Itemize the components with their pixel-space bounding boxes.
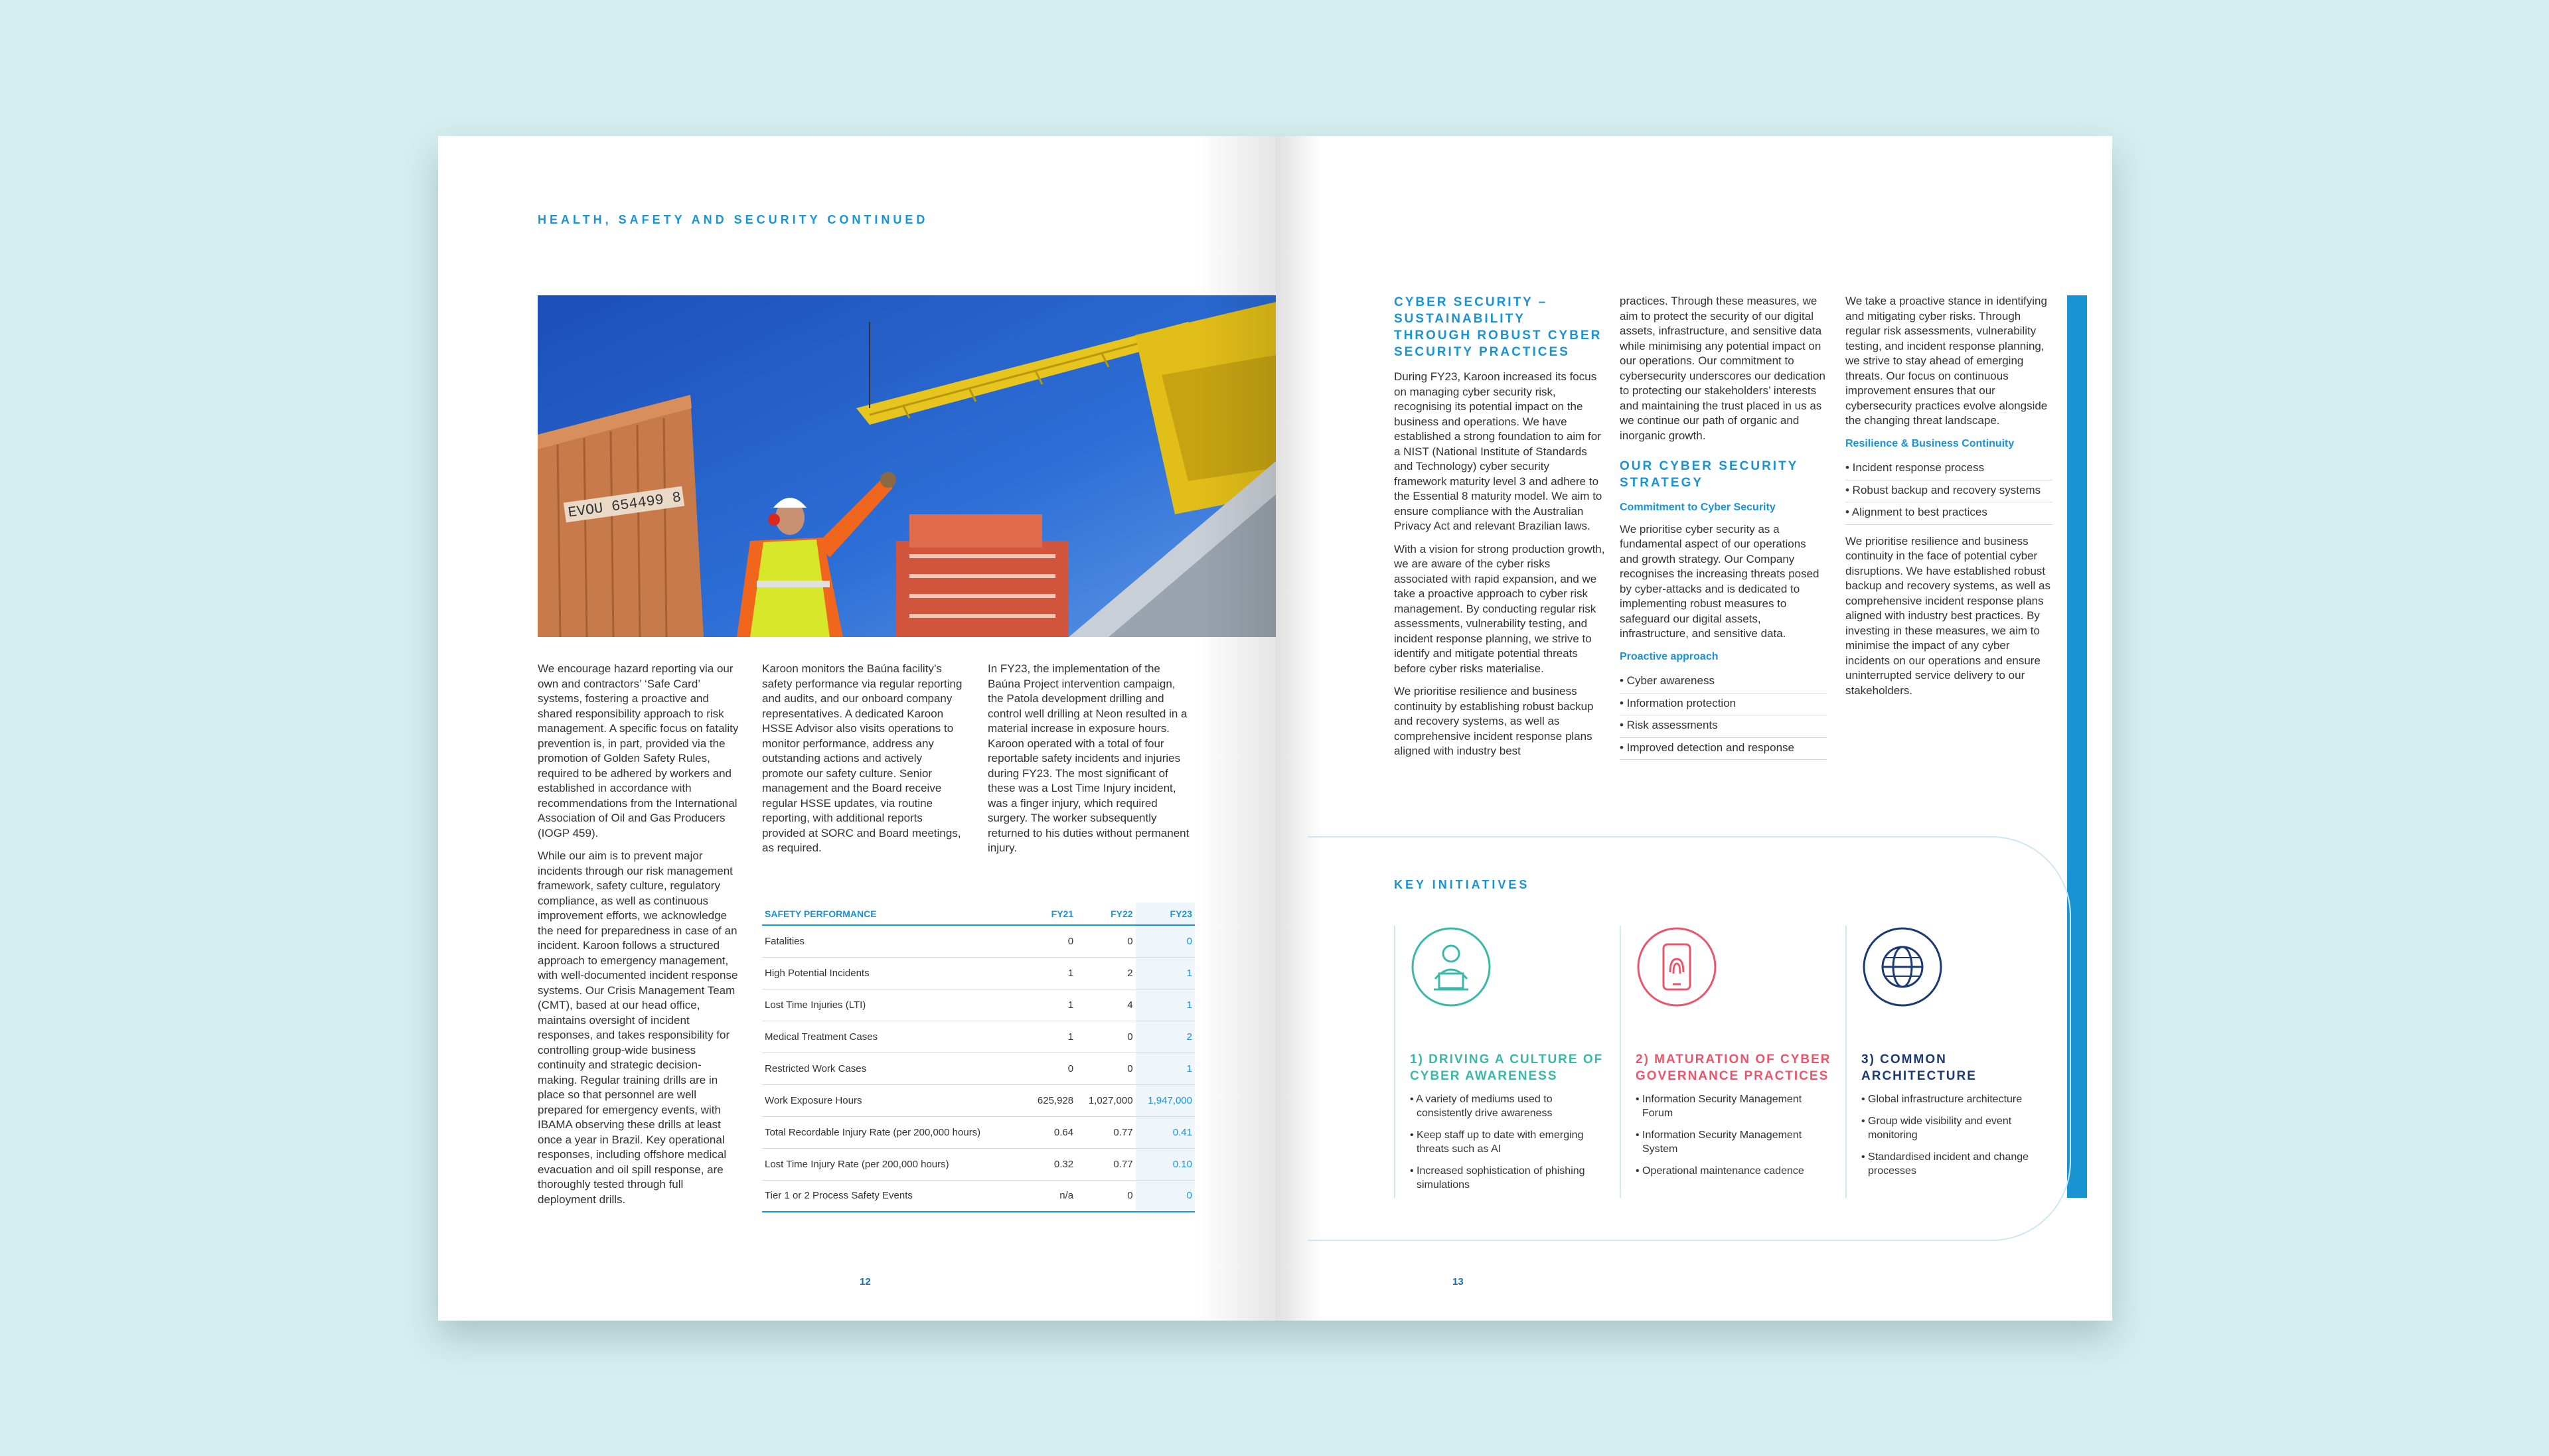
table-row: [762, 1180, 1195, 1212]
section-title: CYBER SECURITY – SUSTAINABILITY THROUGH ROBUST CYBER SECURITY PRACTICES: [1394, 295, 1602, 359]
cyber-column-3: [1845, 294, 2052, 706]
cell: 0: [1136, 1180, 1195, 1212]
safety-performance-table: [762, 903, 1195, 1212]
cell: 0: [1076, 1021, 1135, 1053]
cell: 1,947,000: [1136, 1084, 1195, 1116]
row-label: High Potential Incidents: [762, 957, 1027, 989]
left-page: [438, 136, 1276, 1321]
paragraph: Karoon monitors the Baúna facility’s safety performance via regular reporting and audits, and our onboard company representatives. A dedicated Karoon HSSE Advisor also visits operations to monitor performance, address any outstanding actions and actively promote our safety culture. Senior management and the Board receive regular HSSE updates, via routine reporting, with additional reports provided at SORC and Board meetings, as required.: [762, 662, 963, 854]
list-item: • Alignment to best practices: [1845, 502, 2052, 525]
row-label: Total Recordable Injury Rate (per 200,000 hours): [762, 1116, 1027, 1148]
row-label: Work Exposure Hours: [762, 1084, 1027, 1116]
cell: n/a: [1027, 1180, 1076, 1212]
cell: 0.32: [1027, 1148, 1076, 1180]
table-row: [762, 957, 1195, 989]
container-code: EVOU 654499 8: [567, 489, 682, 522]
initiative-title: 3) COMMON ARCHITECTURE: [1861, 1053, 1977, 1083]
list-item: • A variety of mediums used to consistently drive awareness: [1410, 1094, 1553, 1119]
cell: 0: [1136, 925, 1195, 957]
list-item: • Group wide visibility and event monitoring: [1861, 1116, 2012, 1141]
photo-illustration: [538, 295, 1276, 637]
list-item: • Information protection: [1620, 693, 1827, 716]
cell: 1: [1027, 957, 1076, 989]
initiative-list: [1410, 1092, 1606, 1192]
initiative-title: 1) DRIVING A CULTURE OF CYBER AWARENESS: [1410, 1053, 1604, 1083]
initiative-card: [1620, 926, 1832, 1198]
paragraph: We prioritise resilience and business continuity in the face of potential cyber disruptions. We have established robust backup and recovery systems, as well as comprehensive incident response plans aligned with industry best practices. By investing in these measures, we aim to minimise the impact of any cyber incidents on our operations and ensure uninterrupted service delivery to our stakeholders.: [1845, 534, 2050, 697]
cell: 0: [1076, 1053, 1135, 1084]
resilience-list: [1845, 458, 2052, 525]
column-header: FY21: [1027, 903, 1076, 925]
intro-column-1: [538, 662, 740, 1215]
row-label: Tier 1 or 2 Process Safety Events: [762, 1180, 1027, 1212]
page-number: 13: [1452, 1276, 1464, 1287]
list-item: • Standardised incident and change processes: [1861, 1151, 2029, 1177]
intro-column-3: [988, 662, 1194, 864]
report-spread: [438, 136, 2112, 1321]
paragraph: We prioritise cyber security as a fundamental aspect of our operations and growth strategy. Our Company recognises the increasing threats posed by cyber-attacks and is dedicated to implementing robust measures to safeguard our digital assets, infrastructure, and sensitive data.: [1620, 522, 1819, 640]
cyber-column-2: [1620, 294, 1827, 769]
paragraph: We prioritise resilience and business continuity by establishing robust backup and recovery systems, as well as comprehensive incident response plans aligned with industry best: [1394, 685, 1594, 757]
cyber-column-1: [1394, 294, 1605, 767]
list-item: • Information Security Management System: [1636, 1129, 1802, 1155]
cell: 0: [1076, 925, 1135, 957]
initiative-list: [1636, 1092, 1832, 1178]
list-item: • Risk assessments: [1620, 715, 1827, 738]
cell: 1: [1136, 957, 1195, 989]
section-title: OUR CYBER SECURITY STRATEGY: [1620, 459, 1799, 490]
subheading: Commitment to Cyber Security: [1620, 502, 1776, 513]
cell: 625,928: [1027, 1084, 1076, 1116]
cell: 0: [1027, 925, 1076, 957]
cell: 4: [1076, 989, 1135, 1021]
cell: 0: [1076, 1180, 1135, 1212]
key-initiatives-heading: KEY INITIATIVES: [1394, 878, 1530, 891]
paragraph: With a vision for strong production growth, we are aware of the cyber risks associated with rapid expansion, and we take a proactive approach to cyber risk management. By conducting regular risk assessments, vulnerability testing, and incident response planning, we strive to identify and mitigate potential threats before cyber risks materialise.: [1394, 542, 1605, 675]
initiative-card: [1394, 926, 1606, 1198]
paragraph: In FY23, the implementation of the Baúna Project intervention campaign, the Patola development drilling and control well drilling at Neon resulted in a material increase in exposure hours. Karoon operated with a total of four reportable safety incidents and injuries during FY23. The most significant of these was a Lost Time Injury incident, was a finger injury, which required surgery. The worker subsequently returned to his duties without permanent injury.: [988, 662, 1190, 854]
list-item: • Operational maintenance cadence: [1636, 1165, 1804, 1177]
table-row: [762, 1053, 1195, 1084]
subheading: Resilience & Business Continuity: [1845, 437, 2015, 449]
intro-column-2: [762, 662, 965, 864]
table-row: [762, 1116, 1195, 1148]
globe-icon: [1861, 926, 1944, 1008]
column-header: FY22: [1076, 903, 1135, 925]
cell: 0.77: [1076, 1148, 1135, 1180]
crane-worker-photo: [538, 295, 1276, 637]
initiative-list: [1861, 1092, 2058, 1178]
list-item: • Information Security Management Forum: [1636, 1094, 1802, 1119]
row-label: Restricted Work Cases: [762, 1053, 1027, 1084]
cell: 2: [1136, 1021, 1195, 1053]
table-header-row: [762, 903, 1195, 925]
row-label: Fatalities: [762, 925, 1027, 957]
person-laptop-icon: [1410, 926, 1492, 1008]
initiative-card: [1845, 926, 2058, 1198]
right-page: [1276, 136, 2112, 1321]
list-item: • Improved detection and response: [1620, 738, 1827, 761]
table-row: [762, 1148, 1195, 1180]
table-row: [762, 1021, 1195, 1053]
row-label: Lost Time Injury Rate (per 200,000 hours): [762, 1148, 1027, 1180]
cell: 0.64: [1027, 1116, 1076, 1148]
cell: 1: [1136, 1053, 1195, 1084]
table-row: [762, 1084, 1195, 1116]
table-row: [762, 989, 1195, 1021]
table-row: [762, 925, 1195, 957]
list-item: • Increased sophistication of phishing simulations: [1410, 1165, 1585, 1191]
gutter-shadow: [1196, 136, 1276, 1321]
paragraph: We take a proactive stance in identifying and mitigating cyber risks. Through regular risk assessments, vulnerability testing, and incident response planning, we strive to stay ahead of emerging threats. Our focus on continuous improvement ensures that our cybersecurity practices evolve alongside the changing threat landscape.: [1845, 295, 2048, 427]
column-header: SAFETY PERFORMANCE: [762, 903, 1027, 925]
list-item: • Keep staff up to date with emerging threats such as AI: [1410, 1129, 1584, 1155]
row-label: Lost Time Injuries (LTI): [762, 989, 1027, 1021]
cell: 2: [1076, 957, 1135, 989]
paragraph: During FY23, Karoon increased its focus on managing cyber security risk, recognising its potential impact on the business and operations. We have established a strong foundation to aim for a NIST (National Institute of Standards and Technology) cyber security framework maturity level 3 and adhere to the Essential 8 maturity model. We aim to ensure compliance with the Australian Privacy Act and relevant Brazilian laws.: [1394, 370, 1602, 532]
paragraph: We encourage hazard reporting via our own and contractors’ ‘Safe Card’ systems, fostering a proactive and shared responsibility approach to risk management. A specific focus on fatality prevention is, in part, provided via the promotion of Golden Safety Rules, required to be adhered by workers and established in accordance with recommendations from the International Association of Oil and Gas Producers (IOGP 459).: [538, 662, 739, 839]
list-item: • Robust backup and recovery systems: [1845, 480, 2052, 503]
running-head: HEALTH, SAFETY AND SECURITY CONTINUED: [538, 213, 929, 226]
proactive-list: [1620, 671, 1827, 760]
paragraph: While our aim is to prevent major incidents through our risk management framework, safety culture, regulatory compliance, as well as continuous improvement efforts, we acknowledge the need for preparedness in case of an incident. Karoon follows a structured approach to emergency management, with well-documented incident response systems. Our Crisis Management Team (CMT), based at our head office, maintains oversight of incident responses, and takes responsibility for controlling group-wide business continuity and strategic decision-making. Regular training drills are in place so that personnel are well prepared for emergency events, with IBAMA observing these drills at least once a year in Brazil. Key operational responses, including offshore medical evacuation and oil spill response, are thoroughly tested through full deployment drills.: [538, 849, 738, 1206]
cell: 1: [1027, 1021, 1076, 1053]
subheading: Proactive approach: [1620, 650, 1719, 662]
list-item: • Global infrastructure architecture: [1861, 1094, 2023, 1105]
column-header: FY23: [1136, 903, 1195, 925]
list-item: • Incident response process: [1845, 458, 2052, 480]
cell: 0.77: [1076, 1116, 1135, 1148]
cell: 0: [1027, 1053, 1076, 1084]
paragraph: practices. Through these measures, we aim to protect the security of our digital assets, infrastructure, and sensitive data while minimising any potential impact on our operations. Our commitment to cybersecurity underscores our dedication to protecting our stakeholders’ interests and maintaining the trust placed in us as we continue our path of organic and inorganic growth.: [1620, 295, 1825, 442]
cell: 1,027,000: [1076, 1084, 1135, 1116]
page-number: 12: [860, 1276, 871, 1287]
phone-fingerprint-icon: [1636, 926, 1718, 1008]
row-label: Medical Treatment Cases: [762, 1021, 1027, 1053]
cell: 0.41: [1136, 1116, 1195, 1148]
cell: 0.10: [1136, 1148, 1195, 1180]
initiative-title: 2) MATURATION OF CYBER GOVERNANCE PRACTICES: [1636, 1053, 1831, 1083]
list-item: • Cyber awareness: [1620, 671, 1827, 693]
cell: 1: [1136, 989, 1195, 1021]
cell: 1: [1027, 989, 1076, 1021]
